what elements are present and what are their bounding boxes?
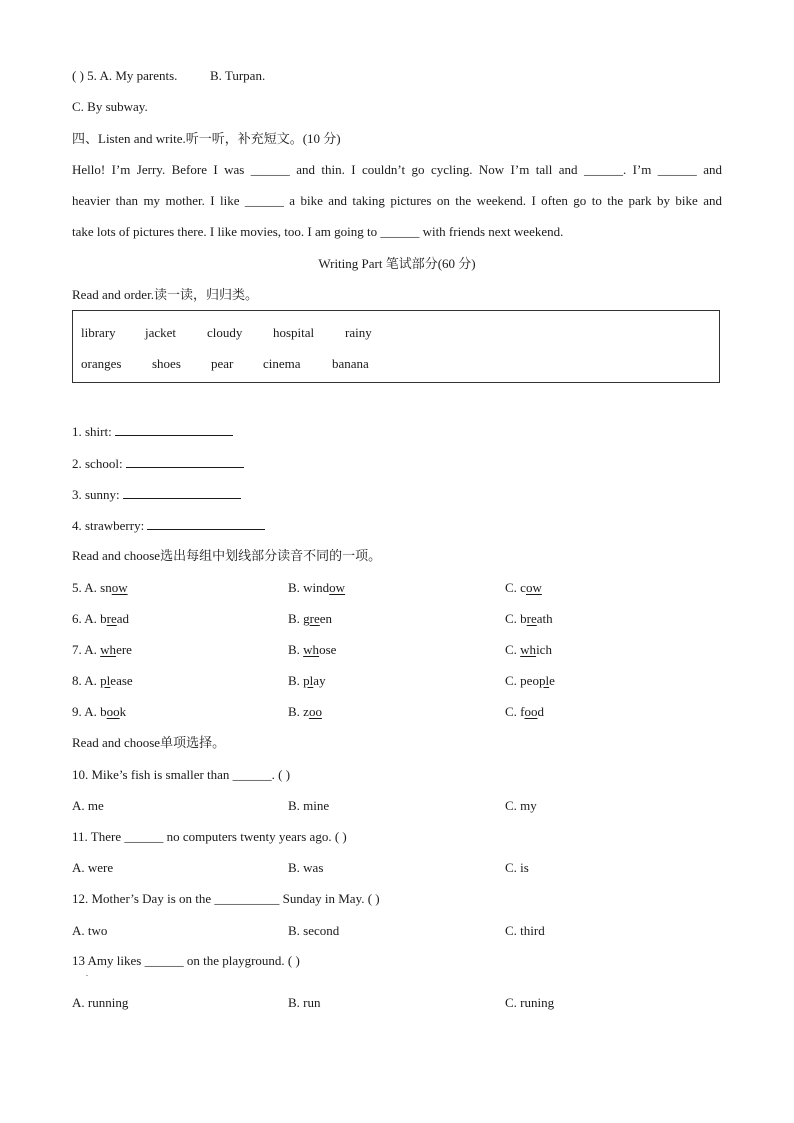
- option-text: k: [119, 704, 127, 719]
- underlined-letters: re: [526, 611, 537, 626]
- option-text: d: [537, 704, 544, 719]
- question-10: 10. Mike’s fish is smaller than ______. ( ): [72, 767, 291, 782]
- passage-line-2: heavier than my mother. I like ______ a bike and taking pictures on the weekend. I often go to the park by bike and: [72, 193, 722, 208]
- underlined-letters: pl: [303, 673, 314, 688]
- sound-option-a: [72, 704, 126, 720]
- word-bank-box: [72, 310, 720, 383]
- word-shoes: shoes: [152, 356, 181, 371]
- word-jacket: jacket: [145, 325, 177, 340]
- stray-dot-mark: .: [86, 969, 88, 978]
- q5-prev-option-b: B. Turpan.: [209, 68, 266, 83]
- answer-blank[interactable]: [147, 517, 265, 530]
- read-order-instruction: Read and order.读一读，归归类。: [72, 287, 258, 302]
- answer-blank[interactable]: [115, 423, 233, 436]
- underlined-letters: re: [309, 611, 320, 626]
- order-item-3: [72, 486, 241, 503]
- sound-option-c: [505, 704, 544, 720]
- q11-option-c: C. is: [505, 860, 529, 875]
- underlined-letters: ow: [111, 580, 128, 595]
- answer-blank[interactable]: [126, 455, 244, 468]
- word-pear: pear: [211, 356, 234, 371]
- option-text: en: [319, 611, 333, 626]
- q12-option-a: A. two: [72, 923, 108, 938]
- section4-heading: 四、Listen and write.听一听，补充短文。(10 分): [72, 131, 341, 146]
- sound-option-a: [72, 673, 133, 689]
- option-text: ath: [536, 611, 553, 626]
- word-banana: banana: [332, 356, 369, 371]
- option-text: C. f: [505, 704, 525, 719]
- sound-option-b: [288, 580, 345, 596]
- q13-option-a: A. running: [72, 995, 129, 1010]
- option-text: e: [549, 673, 555, 688]
- underlined-letters: oo: [106, 704, 120, 719]
- answer-blank[interactable]: [123, 486, 241, 499]
- option-text: B.: [288, 642, 304, 657]
- order-item-1: [72, 423, 233, 440]
- option-text: ere: [116, 642, 132, 657]
- option-text: C. peo: [505, 673, 539, 688]
- passage-line-1: Hello! I’m Jerry. Before I was ______ and thin. I couldn’t go cycling. Now I’m tall and ______. I’m ______ and: [72, 162, 722, 177]
- underlined-letters: ow: [525, 580, 542, 595]
- q12-option-b: B. second: [288, 923, 340, 938]
- question-13: 13 Amy likes ______ on the playground. ( ): [72, 953, 300, 968]
- option-text: ich: [536, 642, 552, 657]
- order-item-label: 3. sunny:: [72, 487, 123, 502]
- option-text: 7. A.: [72, 642, 101, 657]
- question-11: 11. There ______ no computers twenty years ago. ( ): [72, 829, 347, 844]
- option-text: B. g: [288, 611, 310, 626]
- q10-option-b: B. mine: [288, 798, 330, 813]
- sound-option-c: [505, 580, 542, 596]
- option-text: B. wind: [288, 580, 330, 595]
- sound-choice-instruction: Read and choose选出每组中划线部分读音不同的一项。: [72, 548, 382, 563]
- word-cloudy: cloudy: [207, 325, 243, 340]
- option-text: C. c: [505, 580, 526, 595]
- underlined-letters: wh: [100, 642, 117, 657]
- option-text: 6. A. b: [72, 611, 107, 626]
- q10-option-c: C. my: [505, 798, 537, 813]
- sound-option-c: [505, 611, 553, 627]
- option-text: ad: [116, 611, 130, 626]
- q13-option-c: C. runing: [505, 995, 555, 1010]
- q10-option-a: A. me: [72, 798, 104, 813]
- underlined-letters: oo: [308, 704, 322, 719]
- order-item-label: 4. strawberry:: [72, 518, 148, 533]
- option-text: B.: [288, 673, 304, 688]
- option-text: B. z: [288, 704, 309, 719]
- sound-option-b: [288, 673, 326, 689]
- single-choice-instruction: Read and choose单项选择。: [72, 735, 226, 750]
- option-text: C.: [505, 642, 521, 657]
- order-item-label: 2. school:: [72, 456, 126, 471]
- sound-option-b: [288, 611, 332, 627]
- q5-prev-option-c: C. By subway.: [72, 99, 148, 114]
- q11-option-a: A. were: [72, 860, 114, 875]
- sound-option-b: [288, 704, 322, 720]
- option-text: C. b: [505, 611, 527, 626]
- underlined-letters: re: [106, 611, 117, 626]
- sound-option-a: [72, 580, 128, 596]
- option-text: ay: [313, 673, 326, 688]
- passage-line-3: take lots of pictures there. I like movies, too. I am going to ______ with friends next weekend.: [72, 224, 564, 239]
- option-text: 5. A. sn: [72, 580, 112, 595]
- sound-option-c: [505, 673, 555, 689]
- order-item-4: [72, 517, 265, 534]
- word-rainy: rainy: [345, 325, 372, 340]
- underlined-letters: ow: [329, 580, 346, 595]
- option-text: ease: [110, 673, 133, 688]
- underlined-letters: wh: [303, 642, 320, 657]
- q5-prev-option-a: ( ) 5. A. My parents.: [72, 68, 178, 83]
- sound-option-b: [288, 642, 336, 658]
- order-item-label: 1. shirt:: [72, 424, 115, 439]
- sound-option-a: [72, 642, 132, 658]
- question-12: 12. Mother’s Day is on the __________ Sunday in May. ( ): [72, 891, 380, 906]
- q11-option-b: B. was: [288, 860, 324, 875]
- sound-option-c: [505, 642, 552, 658]
- writing-part-title: Writing Part 笔试部分(60 分): [318, 256, 476, 271]
- word-cinema: cinema: [263, 356, 301, 371]
- sound-option-a: [72, 611, 129, 627]
- underlined-letters: wh: [520, 642, 537, 657]
- underlined-letters: oo: [524, 704, 538, 719]
- q13-option-b: B. run: [288, 995, 321, 1010]
- underlined-letters: pl: [100, 673, 111, 688]
- q12-option-c: C. third: [505, 923, 545, 938]
- word-library: library: [81, 325, 116, 340]
- option-text: 9. A. b: [72, 704, 107, 719]
- order-item-2: [72, 455, 244, 472]
- word-oranges: oranges: [81, 356, 122, 371]
- word-hospital: hospital: [273, 325, 315, 340]
- option-text: ose: [319, 642, 337, 657]
- q5-prev-line1: [72, 68, 265, 84]
- underlined-letters: pl: [538, 673, 550, 688]
- option-text: 8. A.: [72, 673, 101, 688]
